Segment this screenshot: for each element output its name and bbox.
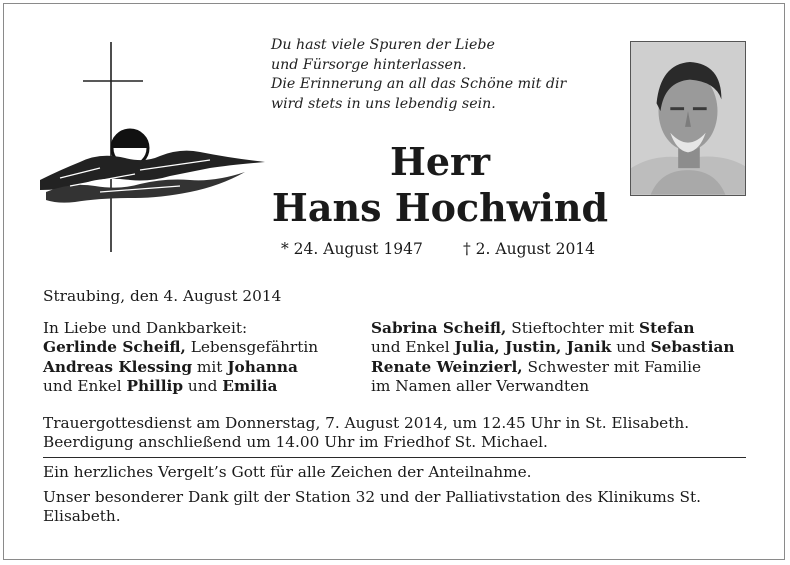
burial-line: Beerdigung anschließend um 14.00 Uhr im Friedhof St. Michael. xyxy=(43,433,548,452)
poem-line: Du hast viele Spuren der Liebe xyxy=(271,37,495,53)
mourner-line: Renate Weinzierl, Schwester mit Familie xyxy=(371,357,702,376)
birth-date: * 24. August 1947 xyxy=(281,240,423,258)
salutation: Herr xyxy=(389,139,491,184)
poem xyxy=(271,36,611,114)
mourner-line: Andreas Klessing mit Johanna xyxy=(43,357,298,376)
portrait-image xyxy=(631,42,745,195)
cross-sun-mountains-icon xyxy=(40,40,270,255)
mourner-line: und Enkel Julia, Justin, Janik und Sebastian xyxy=(371,338,735,357)
poem-line: wird stets in uns lebendig sein. xyxy=(271,95,496,112)
place-date: Straubing, den 4. August 2014 xyxy=(43,287,282,305)
thanks-line: Ein herzliches Vergelt’s Gott für alle Zeichen der Anteilnahme. xyxy=(43,463,532,481)
mourners-left xyxy=(43,319,318,397)
mourner-line: im Namen aller Verwandten xyxy=(371,377,590,396)
death-date: † 2. August 2014 xyxy=(463,240,596,258)
divider xyxy=(43,457,746,458)
deceased-name: Hans Hochwind xyxy=(271,185,609,230)
portrait-photo xyxy=(630,41,746,196)
poem-line: Die Erinnerung an all das Schöne mit dir xyxy=(271,76,567,93)
dedication-line: In Liebe und Dankbarkeit: xyxy=(43,319,248,337)
funeral-service-line: Trauergottesdienst am Donnerstag, 7. August 2014, um 12.45 Uhr in St. Elisabeth. xyxy=(43,414,690,432)
mourner-line: und Enkel Phillip und Emilia xyxy=(43,377,278,396)
mourner-line: Gerlinde Scheifl, Lebensgefährtin xyxy=(43,338,319,357)
service-info xyxy=(43,414,689,453)
mourners-right xyxy=(371,319,734,397)
special-thanks: Unser besonderer Dank gilt der Station 32 und der Palliativstation des Klinikums St. Elisabeth. xyxy=(43,488,701,526)
poem-line: und Fürsorge hinterlassen. xyxy=(271,56,467,73)
mourner-line: Sabrina Scheifl, Stieftochter mit Stefan xyxy=(371,319,695,337)
